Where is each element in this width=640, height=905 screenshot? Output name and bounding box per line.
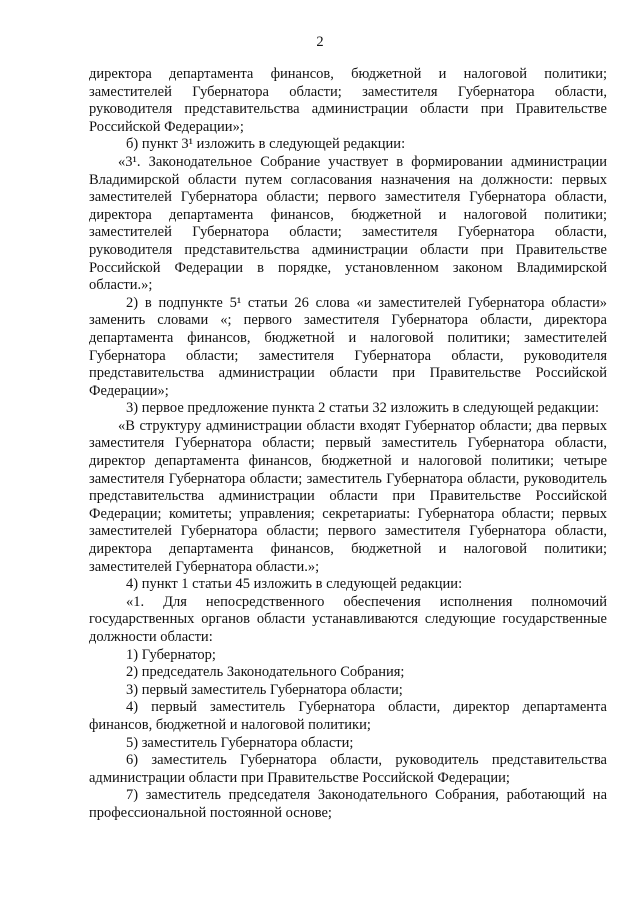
paragraph-quote-positions: «1. Для непосредственного обеспечения исполнения полномочий государственных органов области устанавливаются следующие государственные должности области:	[89, 593, 607, 645]
list-item-4: 4) первый заместитель Губернатора области, директор департамента финансов, бюджетной и налоговой политики;	[89, 699, 607, 733]
list-item-2: 2) председатель Законодательного Собрания;	[126, 664, 405, 681]
page-number: 2	[316, 34, 324, 50]
paragraph-quote-structure: «В структуру администрации области входят Губернатор области; два первых заместителя Губернатора области; первый заместитель Губернатора области, директор департамента финансов, бюджетной и налоговой политики; четыре заместителя Губернатора области; заместитель Губернатора области, руководитель представительства администрации области при Правительстве Российской Федерации; комитеты; управления; секретариаты: Губернатора области; первых заместителей Губернатора области; первого заместителя Губернатора области, директора департамента финансов, бюджетной и налоговой политики; заместителей Губернатора области.»;	[89, 417, 607, 575]
document-body	[89, 66, 607, 823]
paragraph-item-4: 4) пункт 1 статьи 45 изложить в следующей редакции:	[126, 576, 463, 593]
paragraph-item-2: 2) в подпункте 5¹ статьи 26 слова «и заместителей Губернатора области» заменить словами «; первого заместителя Губернатора области, директора департамента финансов, бюджетной и налоговой политики; заместителей Губернатора области; заместителя Губернатора области, руководителя представительства администрации области при Правительстве Российской Федерации»;	[89, 294, 607, 399]
list-item-1: 1) Губернатор;	[126, 646, 216, 663]
list-item-6: 6) заместитель Губернатора области, руководитель представительства администрации области при Правительстве Российской Федерации;	[89, 752, 607, 786]
paragraph-item-b: б) пункт 3¹ изложить в следующей редакции:	[126, 136, 406, 153]
list-item-3: 3) первый заместитель Губернатора области;	[126, 681, 403, 698]
list-item-7: 7) заместитель председателя Законодательного Собрания, работающий на профессиональной постоянной основе;	[89, 787, 607, 821]
paragraph-continuation: директора департамента финансов, бюджетной и налоговой политики; заместителей Губернатора области; заместителя Губернатора области, руководителя представительства администрации области при Правительстве Российской Федерации»;	[89, 66, 607, 135]
paragraph-item-3: 3) первое предложение пункта 2 статьи 32 изложить в следующей редакции:	[126, 400, 599, 417]
paragraph-quote-3-1: «3¹. Законодательное Собрание участвует в формировании администрации Владимирской области путем согласования назначения на должности: первых заместителей Губернатора области; первого заместителя Губернатора области, директора департамента финансов, бюджетной и налоговой политики; заместителей Губернатора области; заместителя Губернатора области, руководителя представительства администрации области при Правительстве Российской Федерации в порядке, установленном законом Владимирской области.»;	[89, 153, 607, 294]
list-item-5: 5) заместитель Губернатора области;	[126, 734, 354, 751]
